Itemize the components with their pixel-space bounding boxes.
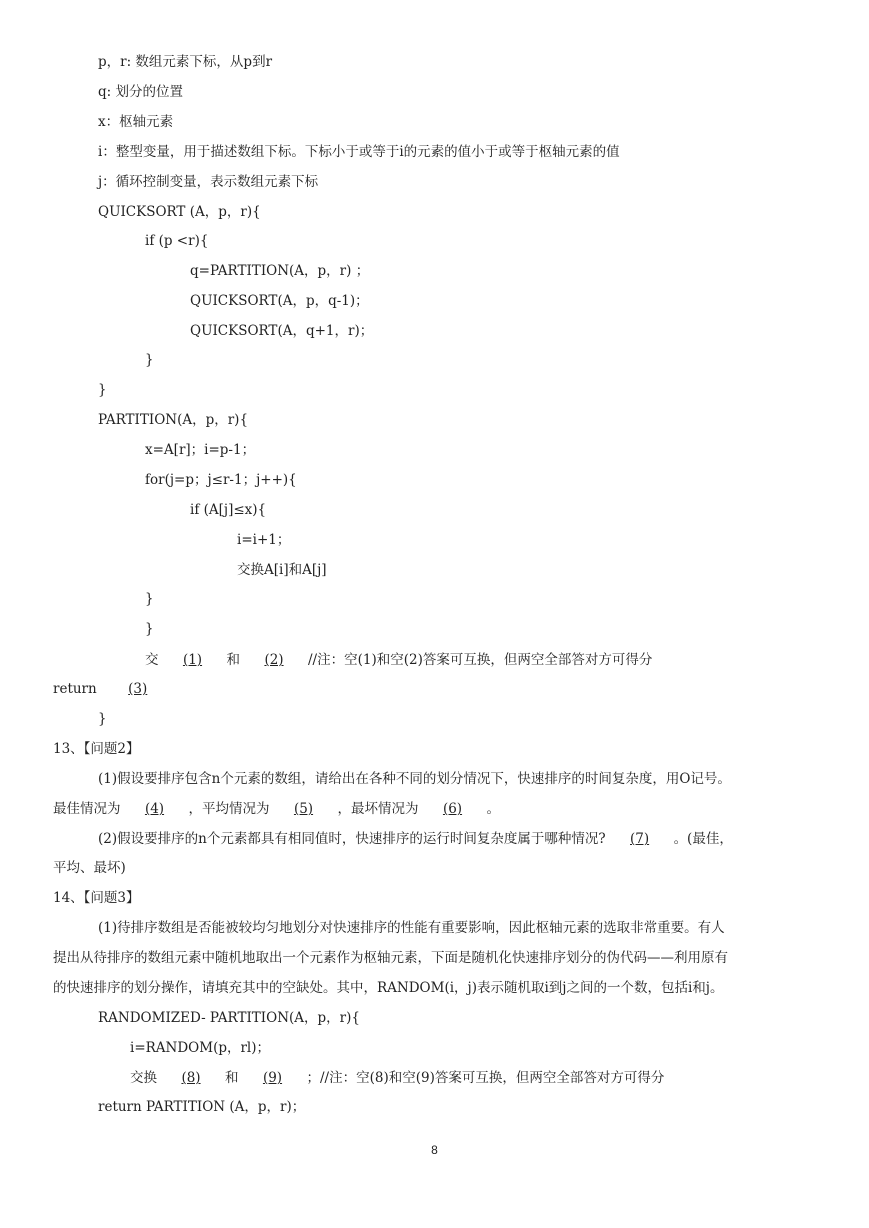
blank-5: (5) [293, 801, 314, 817]
and-text: 和 [225, 1070, 239, 1086]
randomized-partition-header: RANDOMIZED- PARTITION(A，p，r){ [98, 1010, 360, 1026]
partition-if: if (A[j]≤x){ [190, 502, 267, 518]
blank-9: (9) [262, 1070, 283, 1086]
q13-part1-line1: (1)假设要排序包含n个元素的数组，请给出在各种不同的划分情况下，快速排序的时间复杂度，用O记号。 [98, 771, 731, 787]
return-keyword: return [53, 681, 97, 697]
blank-6: (6) [442, 801, 463, 817]
partition-for: for(j=p；j≤r-1；j++){ [145, 472, 297, 488]
definition-x: x：枢轴元素 [98, 114, 174, 130]
partition-close-for: } [145, 621, 154, 637]
partition-close-if: } [145, 591, 154, 607]
q14-text-line2: 提出从待排序的数组元素中随机地取出一个元素作为枢轴元素，下面是随机化快速排序划分的伪代码——利用原有 [53, 950, 728, 966]
quicksort-close-fn: } [98, 382, 107, 398]
randomized-random-call: i=RANDOM(p，rl)； [130, 1040, 271, 1056]
q14-text-line1: (1)待排序数组是否能被较均匀地划分对快速排序的性能有重要影响，因此枢轴元素的选取非常重要。有人 [98, 920, 725, 936]
note-1-2: //注：空(1)和空(2)答案可互换，但两空全部答对方可得分 [308, 652, 653, 668]
partition-close-fn: } [98, 711, 107, 727]
q13-part2-line1 [98, 829, 733, 849]
partition-exchange-line [145, 650, 652, 670]
q13-part2-prefix: (2)假设要排序的n个元素都具有相同值时，快速排序的运行时间复杂度属于哪种情况? [98, 831, 606, 847]
and-text: 和 [226, 652, 240, 668]
definition-q: q: 划分的位置 [98, 84, 183, 100]
quicksort-close-if: } [145, 352, 154, 368]
randomized-swap-line [130, 1068, 664, 1088]
definition-i: i：整型变量，用于描述数组下标。下标小于或等于i的元素的值小于或等于枢轴元素的值 [98, 144, 620, 160]
partition-init: x=A[r]；i=p-1； [145, 442, 256, 458]
quicksort-call-left: QUICKSORT(A，p，q-1)； [190, 293, 369, 309]
q14-text-line3: 的快速排序的划分操作，请填充其中的空缺处。其中，RANDOM(i，j)表示随机取i到j之间的一个数，包括i和j。 [53, 980, 724, 996]
blank-7: (7) [630, 831, 650, 847]
randomized-return: return PARTITION (A，p，r)； [98, 1099, 306, 1115]
blank-8: (8) [181, 1070, 201, 1086]
partition-header: PARTITION(A，p，r){ [98, 412, 249, 428]
question-14-heading: 14、【问题3】 [53, 890, 140, 906]
exchange-prefix: 交 [145, 652, 159, 668]
blank-4: (4) [144, 801, 165, 817]
question-13-heading: 13、【问题2】 [53, 741, 140, 757]
avg-case-label: ，平均情况为 [188, 801, 270, 817]
q13-part2-suffix: 。(最佳， [673, 831, 733, 847]
quicksort-call-right: QUICKSORT(A，q+1，r)； [190, 323, 374, 339]
quicksort-if: if (p <r){ [145, 233, 209, 249]
sentence-end: 。 [486, 801, 500, 817]
blank-1: (1) [182, 652, 203, 668]
q13-part1-line2 [53, 799, 500, 819]
definition-p-r: p，r: 数组元素下标，从p到r [98, 54, 273, 70]
best-case-label: 最佳情况为 [53, 801, 121, 817]
page-number: 8 [431, 1143, 438, 1157]
note-8-9: ；//注：空(8)和空(9)答案可互换，但两空全部答对方可得分 [306, 1070, 665, 1086]
partition-inc: i=i+1； [237, 532, 291, 548]
definition-j: j：循环控制变量，表示数组元素下标 [98, 174, 319, 190]
quicksort-header: QUICKSORT (A，p，r){ [98, 204, 261, 220]
partition-swap: 交换A[i]和A[j] [237, 562, 327, 578]
worst-case-label: ，最坏情况为 [337, 801, 419, 817]
swap-prefix: 交换 [130, 1070, 157, 1086]
partition-return-line [53, 679, 172, 699]
blank-2: (2) [264, 652, 284, 668]
blank-3: (3) [128, 681, 148, 697]
quicksort-call-partition: q=PARTITION(A，p，r) ； [190, 263, 370, 279]
q13-part2-line2: 平均、最坏) [53, 860, 126, 876]
